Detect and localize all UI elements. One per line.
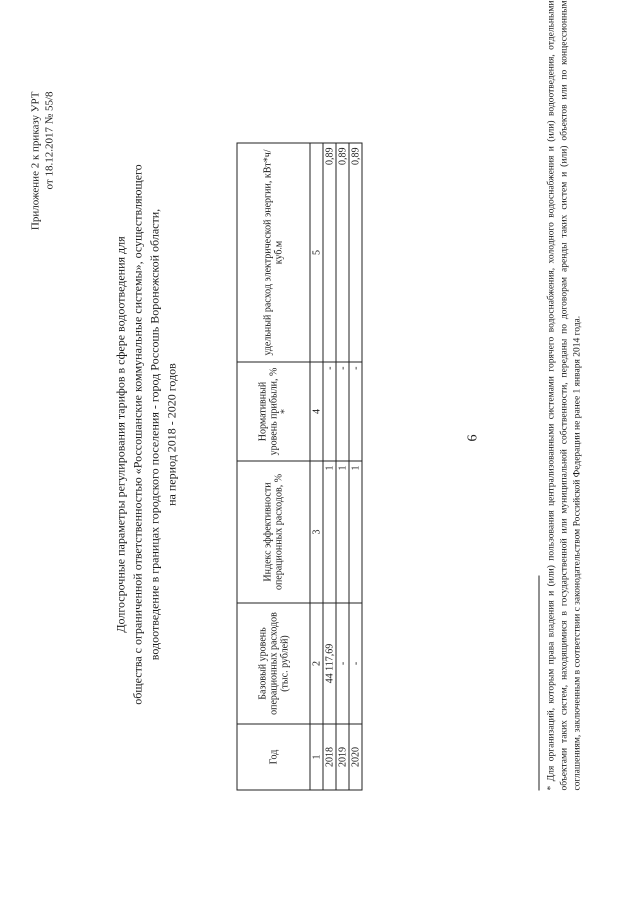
table-row — [323, 143, 336, 790]
title-line-4: на период 2018 - 2020 годов — [164, 363, 179, 506]
header-year: Год — [237, 724, 310, 790]
table-index-row — [310, 143, 323, 790]
appendix-line-2: от 18.12.2017 № 55/8 — [43, 91, 56, 190]
table-cell: - — [349, 362, 362, 461]
title-line-2: общества с ограниченной ответственностью «Россошанские коммунальные системы», осуществляющего — [130, 164, 145, 705]
table-row — [349, 143, 362, 790]
table-cell: 3 — [310, 461, 323, 603]
table-cell: 2019 — [336, 724, 349, 790]
rotated-content — [1, 0, 640, 905]
table-cell: 0,89 — [323, 143, 336, 362]
table-cell: 4 — [310, 362, 323, 461]
footnote-divider — [539, 576, 540, 791]
table-cell: 1 — [336, 461, 349, 603]
page-number: 6 — [465, 434, 481, 442]
table-cell: 44 117,69 — [323, 603, 336, 724]
table-cell: 5 — [310, 143, 323, 362]
title-line-1: Долгосрочные параметры регулирования тарифов в сфере водоотведения для — [113, 236, 128, 633]
header-energy-consumption: удельный расход электрической энергии, кВт*ч/куб.м — [237, 143, 310, 362]
header-profit-level: Нормативный уровень прибыли, % * — [237, 362, 310, 461]
footnote: * Для организаций, которым права владения и (или) пользования централизованными системами горячего водоснабжения, холодного водоснабжения и (или) водоотведения, отдельными объектами таких систем, находящимися в государственной или муниципальной собственности, переданы по договорам аренды таких систем и (или) объектов или по концессионным соглашениям, заключенным в соответствии с законодательством Российской Федерации не ранее 1 января 2014 года. — [546, 0, 583, 791]
table-cell: 2020 — [349, 724, 362, 790]
table-cell: 1 — [323, 461, 336, 603]
table-cell: 1 — [310, 724, 323, 790]
table-cell: - — [323, 362, 336, 461]
table-cell: 2 — [310, 603, 323, 724]
tariff-parameters-table — [237, 143, 363, 791]
table-cell: - — [349, 603, 362, 724]
table-cell: 1 — [349, 461, 362, 603]
appendix-reference — [29, 92, 57, 231]
table-cell: 0,89 — [336, 143, 349, 362]
appendix-line-1: Приложение 2 к приказу УРТ — [29, 91, 42, 231]
document-title — [113, 85, 181, 785]
header-efficiency-index: Индекс эффективности операционных расходов, % — [237, 461, 310, 603]
table-header-row — [237, 143, 310, 790]
table-cell: - — [336, 362, 349, 461]
table-row — [336, 143, 349, 790]
title-line-3: водоотведение в границах городского поселения - город Россошь Воронежской области, — [147, 208, 162, 661]
table-cell: - — [336, 603, 349, 724]
header-base-opex: Базовый уровень операционных расходов (тыс. рублей) — [237, 603, 310, 724]
table-cell: 0,89 — [349, 143, 362, 362]
table-cell: 2018 — [323, 724, 336, 790]
